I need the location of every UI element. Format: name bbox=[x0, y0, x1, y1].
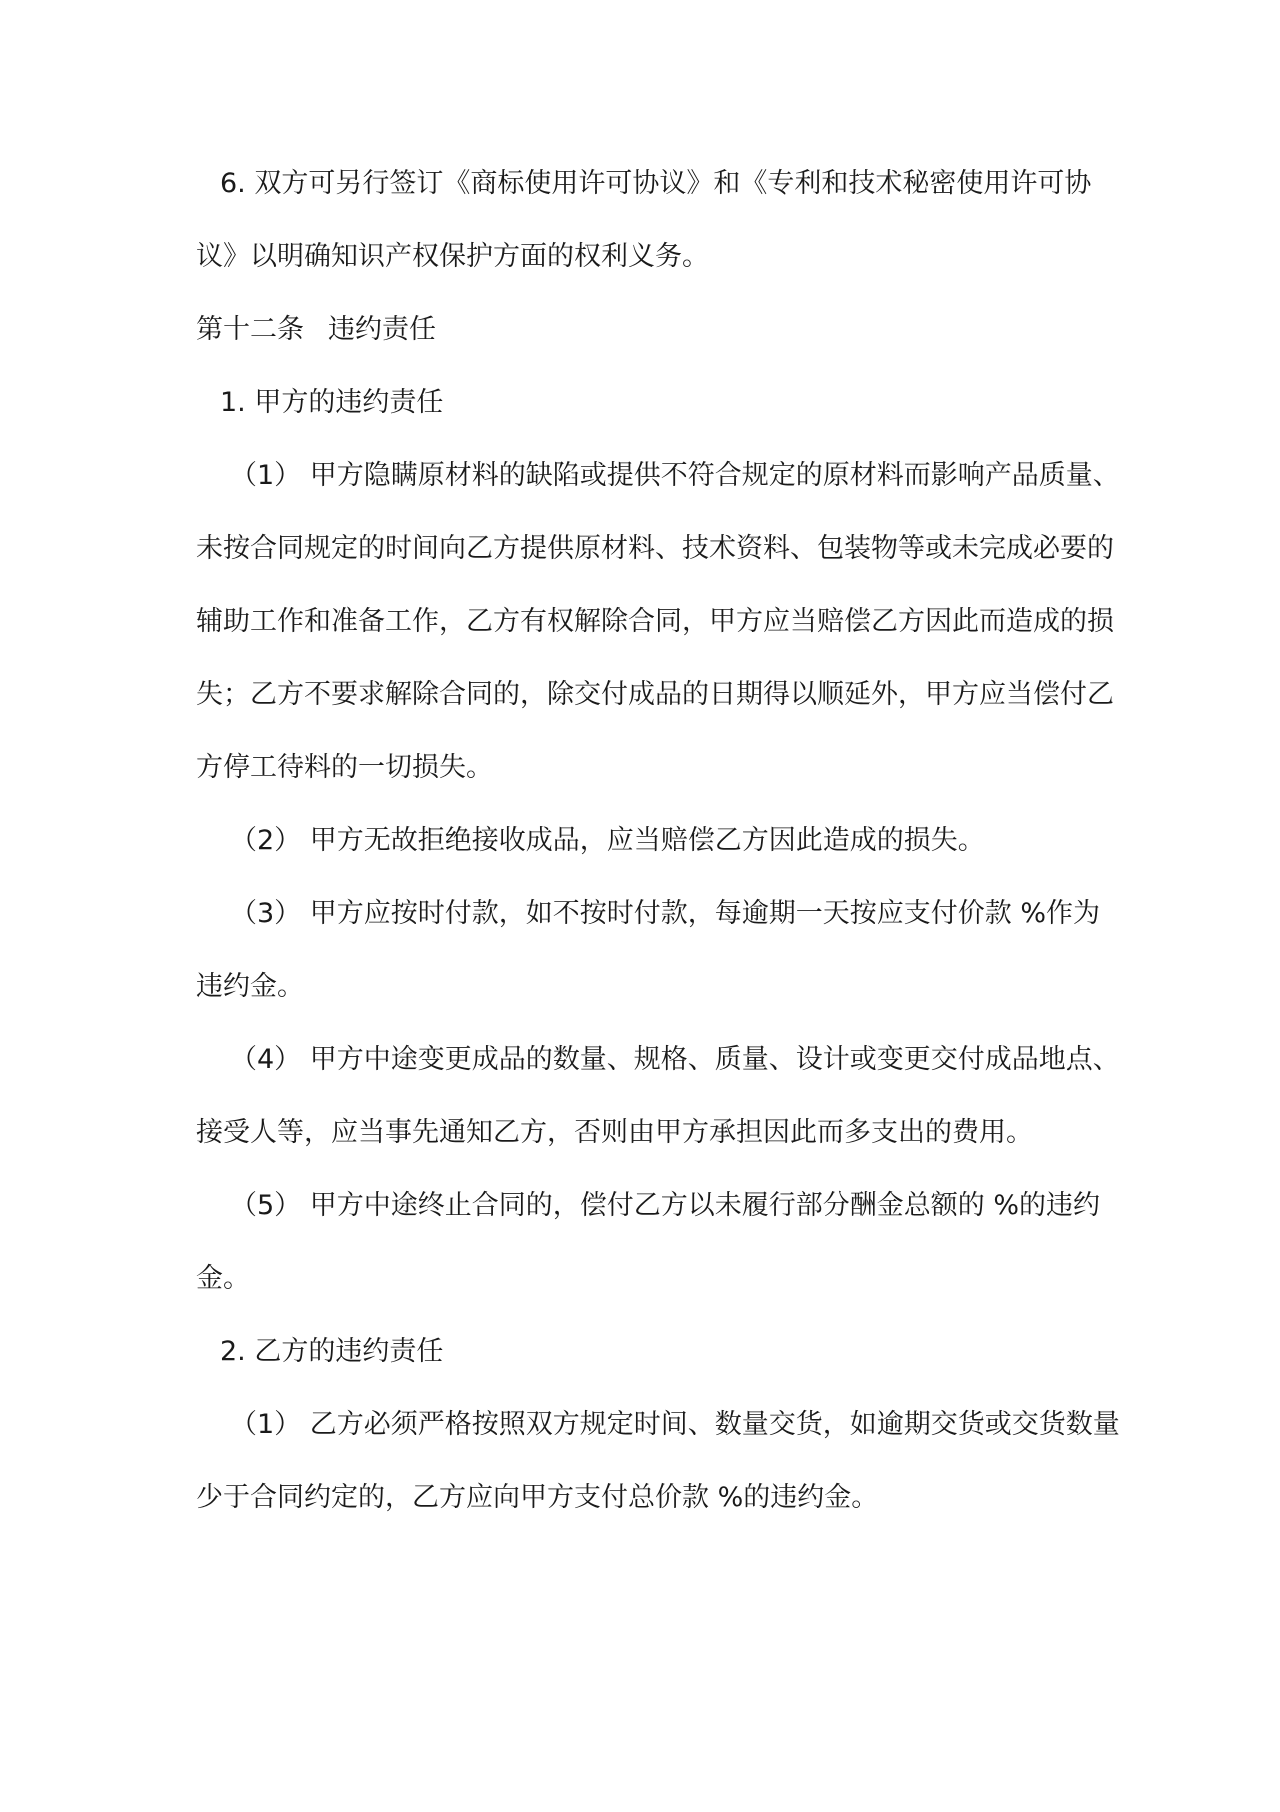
party-b-item-1-line-2: 少于合同约定的，乙方应向甲方支付总价款 %的违约金。 bbox=[196, 1482, 879, 1513]
article-12-number: 第十二条 bbox=[196, 314, 304, 345]
party-a-item-1-line-1: （1） 甲方隐瞒原材料的缺陷或提供不符合规定的原材料而影响产品质量、 bbox=[230, 460, 1120, 491]
party-b-liability-heading: 2. 乙方的违约责任 bbox=[220, 1336, 444, 1367]
party-a-item-1-line-2: 未按合同规定的时间向乙方提供原材料、技术资料、包装物等或未完成必要的 bbox=[196, 533, 1114, 564]
party-a-item-4-line-1: （4） 甲方中途变更成品的数量、规格、质量、设计或变更交付成品地点、 bbox=[230, 1044, 1120, 1075]
party-a-item-2: （2） 甲方无故拒绝接收成品，应当赔偿乙方因此造成的损失。 bbox=[230, 825, 985, 856]
party-a-item-1-line-3: 辅助工作和准备工作，乙方有权解除合同，甲方应当赔偿乙方因此而造成的损 bbox=[196, 606, 1114, 637]
party-a-item-1-line-5: 方停工待料的一切损失。 bbox=[196, 752, 493, 783]
article-12-heading bbox=[196, 313, 436, 347]
party-a-liability-heading: 1. 甲方的违约责任 bbox=[220, 387, 444, 418]
party-a-item-5-line-2: 金。 bbox=[196, 1263, 250, 1294]
party-b-item-1-line-1: （1） 乙方必须严格按照双方规定时间、数量交货，如逾期交货或交货数量 bbox=[230, 1409, 1120, 1440]
party-a-item-1-line-4: 失；乙方不要求解除合同的，除交付成品的日期得以顺延外，甲方应当偿付乙 bbox=[196, 679, 1114, 710]
party-a-item-5-line-1: （5） 甲方中途终止合同的，偿付乙方以未履行部分酬金总额的 %的违约 bbox=[230, 1190, 1100, 1221]
article-12-title: 违约责任 bbox=[328, 314, 436, 345]
party-a-item-4-line-2: 接受人等，应当事先通知乙方，否则由甲方承担因此而多支出的费用。 bbox=[196, 1117, 1033, 1148]
clause-6-line-1: 6. 双方可另行签订《商标使用许可协议》和《专利和技术秘密使用许可协 bbox=[220, 168, 1092, 199]
party-a-item-3-line-1: （3） 甲方应按时付款，如不按时付款，每逾期一天按应支付价款 %作为 bbox=[230, 898, 1100, 929]
party-a-item-3-line-2: 违约金。 bbox=[196, 971, 304, 1002]
clause-6-line-2: 议》以明确知识产权保护方面的权利义务。 bbox=[196, 241, 709, 272]
